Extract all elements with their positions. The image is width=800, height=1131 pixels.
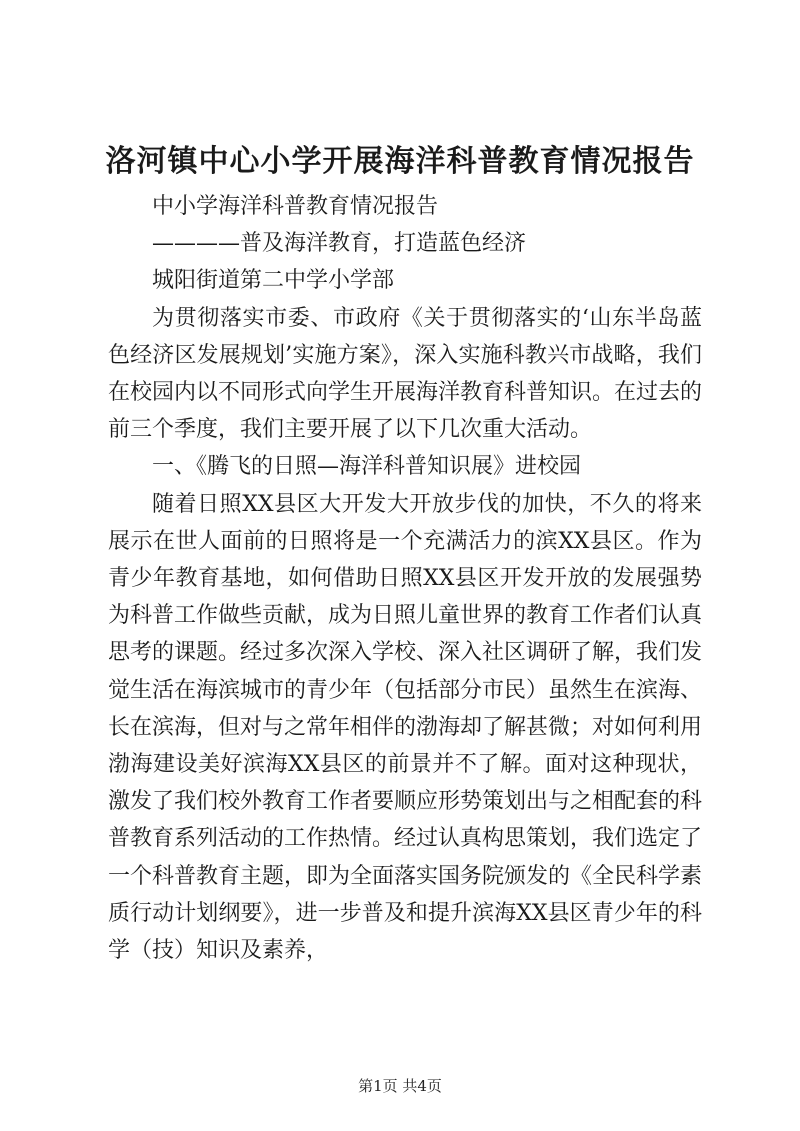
body-paragraph: 为贯彻落实市委、市政府《关于贯彻落实的‘山东半岛蓝色经济区发展规划’实施方案》，深入实施科教兴市战略，我们在校园内以不同形式向学生开展海洋教育科普知识。在过去的前三个季度，我们主要开展了以下几次重大活动。	[108, 305, 703, 443]
slogan-line: ————普及海洋教育，打造蓝色经济	[152, 231, 527, 257]
document-title: 洛河镇中心小学开展海洋科普教育情况报告	[105, 144, 695, 179]
author-unit: 城阳街道第二中学小学部	[152, 268, 395, 294]
document-body	[108, 188, 702, 969]
subtitle: 中小学海洋科普教育情况报告	[152, 194, 439, 219]
body-paragraph: 随着日照XX县区大开发大开放步伐的加快，不久的将来展示在世人面前的日照将是一个充满活力的滨XX县区。作为青少年教育基地，如何借助日照XX县区开发开放的发展强势为科普工作做些贡献，成为日照儿童世界的教育工作者们认真思考的课题。经过多次深入学校、深入社区调研了解，我们发觉生活在海滨城市的青少年（包括部分市民）虽然生在滨海、长在滨海，但对与之常年相伴的渤海却了解甚微；对如何利用渤海建设美好滨海XX县区的前景并不了解。面对这种现状，激发了我们校外教育工作者要顺应形势策划出与之相配套的科普教育系列活动的工作热情。经过认真构思策划，我们选定了一个科普教育主题，即为全面落实国务院颁发的《全民科学素质行动计划纲要》，进一步普及和提升滨海XX县区青少年的科学（技）知识及素养，	[108, 491, 703, 964]
section-heading: 一、《腾飞的日照—海洋科普知识展》进校园	[152, 454, 582, 480]
page-number-footer: 第1页 共4页	[358, 1077, 442, 1095]
